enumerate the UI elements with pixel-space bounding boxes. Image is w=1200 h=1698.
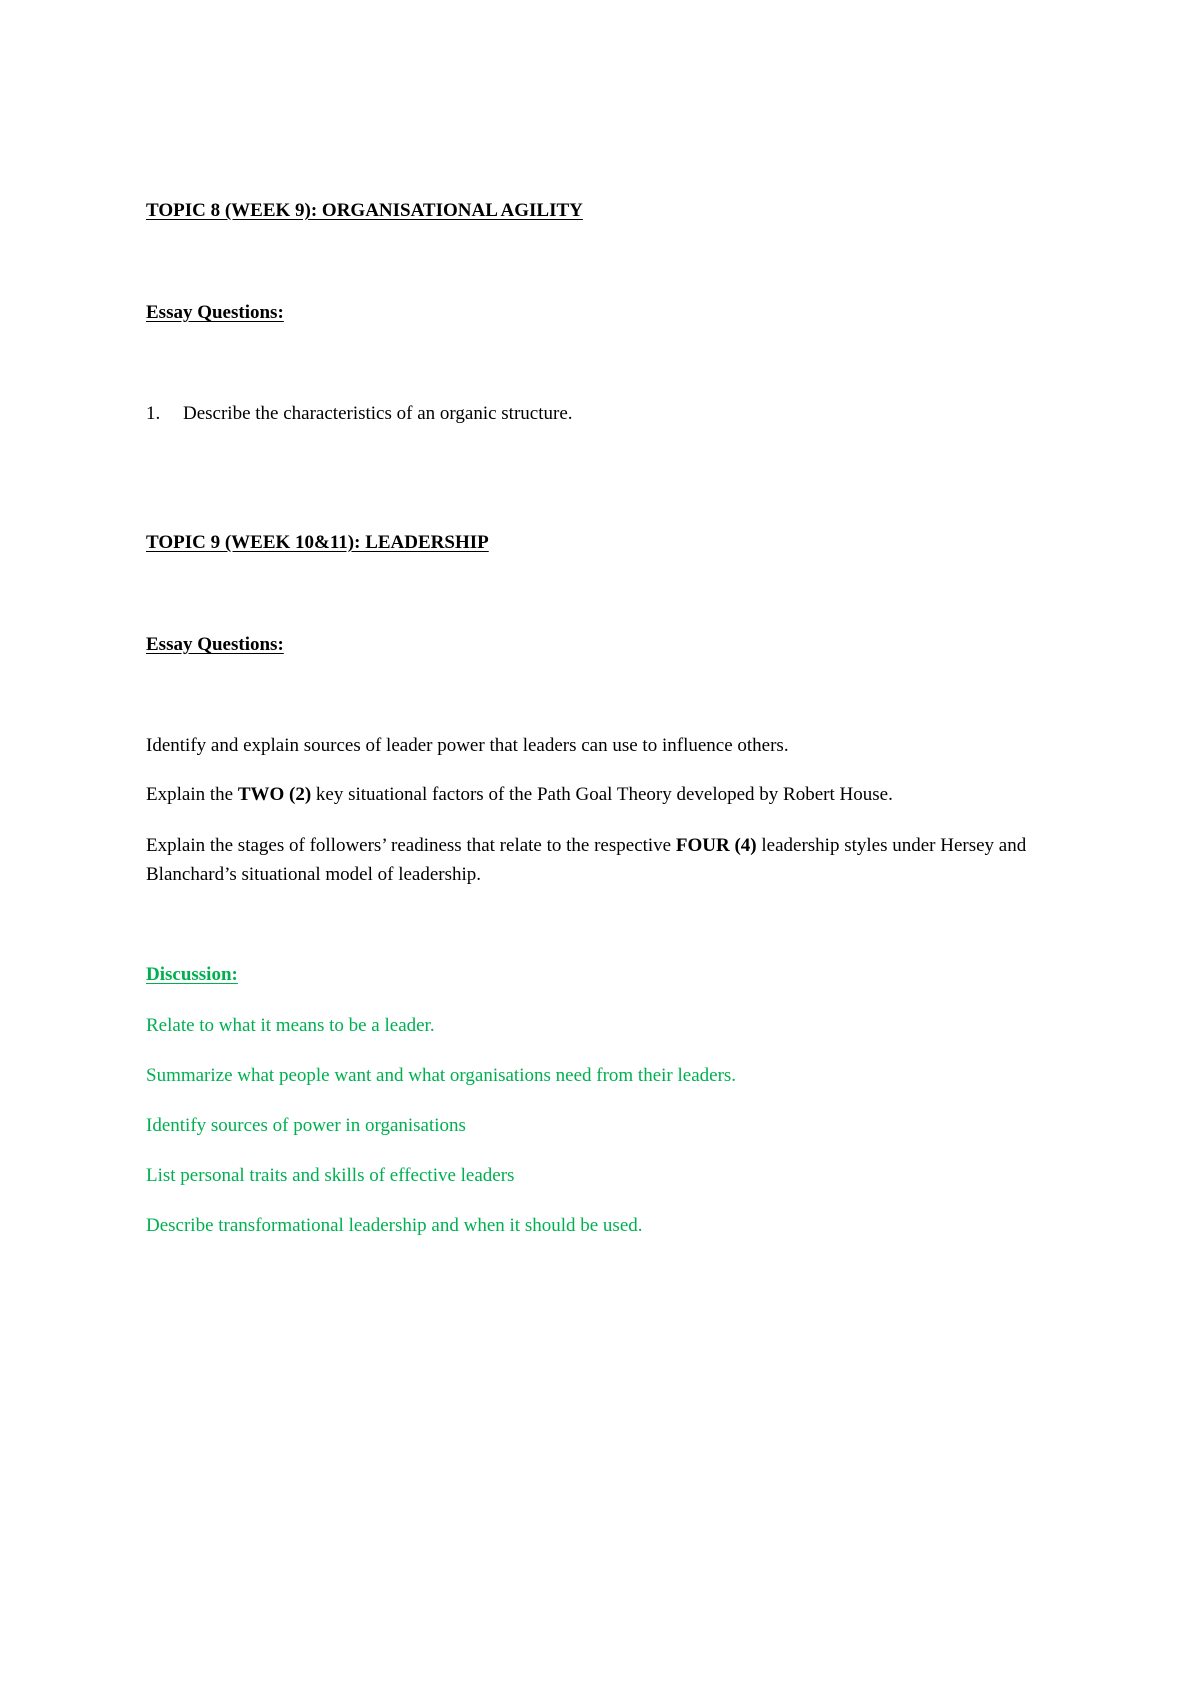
question-text: Describe the characteristics of an organic structure. [183, 403, 573, 424]
discussion-heading: Discussion: [146, 964, 238, 985]
discussion-item: Relate to what it means to be a leader. [146, 1015, 435, 1036]
topic-9-question-3 [146, 831, 1046, 889]
discussion-item: Summarize what people want and what organisations need from their leaders. [146, 1065, 737, 1086]
topic-9-title: TOPIC 9 (WEEK 10&11): LEADERSHIP [146, 532, 489, 553]
question-text-before: Explain the stages of followers’ readiness that relate to the respective [146, 835, 676, 856]
discussion-item: List personal traits and skills of effective leaders [146, 1165, 515, 1186]
discussion-item: Identify sources of power in organisations [146, 1115, 466, 1136]
question-emphasis: FOUR (4) [675, 835, 757, 856]
question-text-before: Explain the [146, 784, 238, 805]
question-text-after: leadership styles under Hersey and Blanchard’s situational model of leadership. [146, 835, 1027, 885]
discussion-item: Describe transformational leadership and when it should be used. [146, 1215, 643, 1236]
topic-8-question-1 [146, 400, 573, 428]
topic-9-essay-heading: Essay Questions: [146, 634, 284, 655]
question-emphasis: TWO (2) [237, 784, 312, 805]
topic-8-essay-heading: Essay Questions: [146, 302, 284, 323]
question-text-after: key situational factors of the Path Goal Theory developed by Robert House. [311, 784, 893, 805]
topic-8-title: TOPIC 8 (WEEK 9): ORGANISATIONAL AGILITY [146, 200, 583, 221]
list-number: 1. [146, 403, 161, 424]
topic-9-question-1: Identify and explain sources of leader power that leaders can use to influence others. [146, 735, 789, 756]
topic-9-question-2 [146, 781, 893, 809]
